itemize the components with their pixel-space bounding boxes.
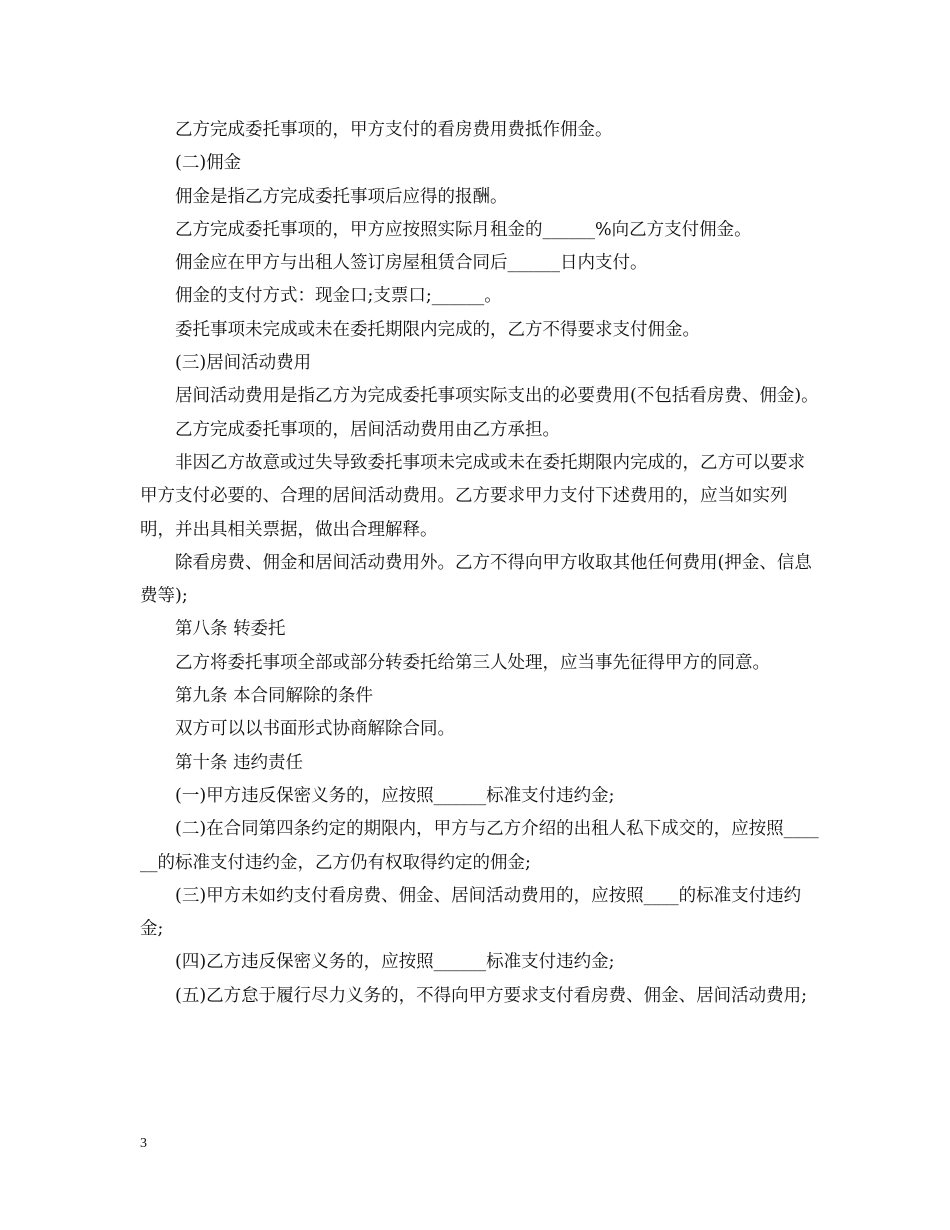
paragraph: (二)在合同第四条约定的期限内，甲方与乙方介绍的出租人私下成交的，应按照______的标准支付违约金，乙方仍有权取得约定的佣金; (140, 819, 819, 873)
article-heading: 第九条 本合同解除的条件 (175, 686, 374, 707)
paragraph: 双方可以以书面形式协商解除合同。 (175, 719, 455, 740)
paragraph: 乙方完成委托事项的，居间活动费用由乙方承担。 (175, 419, 560, 440)
paragraph: (四)乙方违反保密义务的，应按照______标准支付违约金; (175, 952, 615, 973)
paragraph: (三)甲方未如约支付看房费、佣金、居间活动费用的，应按照____的标准支付违约金; (140, 885, 802, 940)
paragraph: (一)甲方违反保密义务的，应按照______标准支付违约金; (175, 785, 615, 806)
paragraph: 乙方完成委托事项的，甲方应按照实际月租金的______%向乙方支付佣金。 (175, 219, 752, 240)
paragraph: 乙方完成委托事项的，甲方支付的看房费用费抵作佣金。 (175, 120, 613, 140)
paragraph: 除看房费、佣金和居间活动费用外。乙方不得向甲方收取其他任何费用(押金、信息费等); (140, 552, 812, 607)
document-body (140, 114, 820, 1013)
paragraph: 居间活动费用是指乙方为完成委托事项实际支出的必要费用(不包括看房费、佣金)。 (175, 386, 819, 407)
section-heading: (二)佣金 (175, 153, 242, 174)
article-heading: 第八条 转委托 (175, 619, 286, 640)
page-number: 3 (140, 1136, 147, 1151)
paragraph: 佣金的支付方式：现金口;支票口;______。 (175, 286, 502, 307)
article-heading: 第十条 违约责任 (175, 752, 304, 773)
paragraph: (五)乙方怠于履行尽力义务的，不得向甲方要求支付看房费、佣金、居间活动费用; (175, 985, 808, 1006)
paragraph: 乙方将委托事项全部或部分转委托给第三人处理，应当事先征得甲方的同意。 (175, 652, 770, 673)
paragraph: 委托事项未完成或未在委托期限内完成的，乙方不得要求支付佣金。 (175, 319, 700, 340)
paragraph: 非因乙方故意或过失导致委托事项未完成或未在委托期限内完成的，乙方可以要求甲方支付必要的、合理的居间活动费用。乙方要求甲力支付下述费用的，应当如实列明，并出具相关票据，做出合理解释。 (140, 452, 805, 540)
section-heading: (三)居间活动费用 (175, 353, 312, 374)
paragraph: 佣金是指乙方完成委托事项后应得的报酬。 (175, 186, 508, 207)
paragraph: 佣金应在甲方与出租人签订房屋租赁合同后______日内支付。 (175, 253, 648, 274)
